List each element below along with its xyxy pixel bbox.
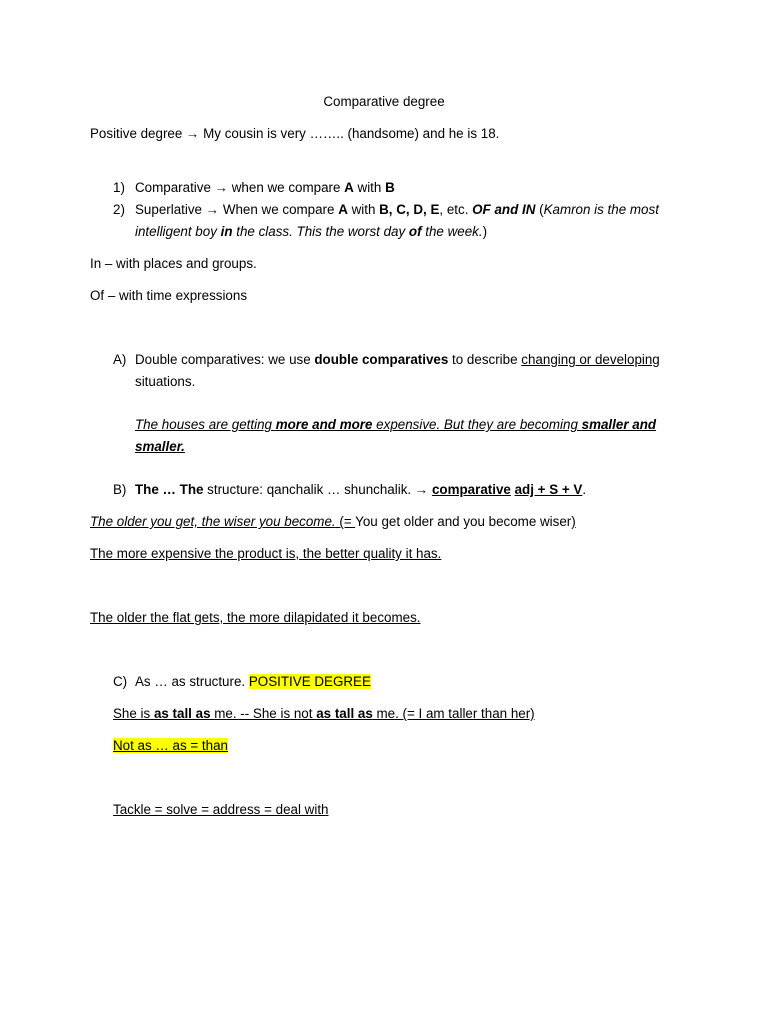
section-text: Double comparatives: we use — [135, 352, 315, 367]
item-text: ( — [535, 202, 544, 217]
highlighted-text: POSITIVE DEGREE — [248, 674, 371, 689]
section-letter: B) — [113, 482, 127, 497]
example-text: me. (= I am taller than her) — [372, 706, 535, 721]
example-text: (= — [335, 514, 356, 529]
in-rule-line: In – with places and groups. — [90, 256, 257, 271]
of-rule-line: Of – with time expressions — [90, 288, 248, 303]
example-text: expensive. But they are becoming — [372, 417, 582, 432]
item-bold: A — [338, 202, 348, 217]
example-older-flat: The older the flat gets, the more dilapidated it becomes. — [90, 610, 421, 625]
example-text: me. -- She is not — [210, 706, 317, 721]
arrow-icon: → — [414, 482, 429, 497]
item-bold: of — [408, 224, 422, 239]
item-text: When we compare — [219, 202, 339, 217]
example-bold: as tall as — [316, 706, 373, 721]
example-text: She is — [113, 706, 154, 721]
section-text: As … as structure. — [135, 674, 249, 689]
item-bold: B — [385, 180, 395, 195]
example-bold: smaller and — [581, 417, 657, 432]
section-a-example2: smaller. — [135, 439, 185, 454]
section-bold: adj + S + V — [514, 482, 583, 497]
section-bold: double comparatives — [314, 352, 449, 367]
positive-degree-line — [90, 125, 499, 143]
highlighted-text: Not as … as = than — [113, 738, 228, 753]
item-text: Comparative — [135, 180, 215, 195]
list-number: 2) — [113, 202, 125, 217]
item-bold: A — [344, 180, 354, 195]
list-item-superlative-cont — [135, 223, 487, 241]
item-bold: OF and IN — [472, 202, 536, 217]
arrow-icon: → — [186, 126, 200, 141]
item-text: , etc. — [439, 202, 473, 217]
item-text: ) — [482, 224, 488, 239]
example-text: You get older and you become wiser — [355, 514, 572, 529]
arrow-icon: → — [205, 202, 220, 217]
example-older-you-get — [90, 513, 576, 531]
section-text: structure: qanchalik … shunchalik. — [203, 482, 415, 497]
section-a-example1 — [135, 416, 656, 434]
section-a-line2: situations. — [135, 374, 196, 389]
example-as-tall-as — [113, 705, 535, 723]
section-letter: A) — [113, 352, 127, 367]
example-more-expensive: The more expensive the product is, the better quality it has. — [90, 546, 442, 561]
positive-text: My cousin is very …….. (handsome) and he is 18. — [199, 126, 500, 141]
section-bold: The … The — [135, 482, 204, 497]
list-item-comparative — [113, 179, 395, 197]
positive-label: Positive degree — [90, 126, 183, 141]
section-a-line1 — [113, 351, 660, 369]
example-text: The older you get, the wiser you become. — [90, 514, 336, 529]
item-text: when we compare — [228, 180, 345, 195]
not-as-as-line — [113, 737, 228, 755]
item-example: Kamron is the most — [543, 202, 659, 217]
section-text: . — [582, 482, 587, 497]
section-bold: comparative — [431, 482, 511, 497]
section-letter: C) — [113, 674, 128, 689]
item-example: the class. This the worst day — [232, 224, 409, 239]
item-text: Superlative — [135, 202, 206, 217]
list-item-superlative — [113, 201, 659, 219]
example-text: The houses are getting — [135, 417, 276, 432]
item-example: intelligent boy — [135, 224, 221, 239]
item-bold: B, C, D, E — [379, 202, 440, 217]
item-text: with — [353, 180, 386, 195]
item-example: the week. — [421, 224, 483, 239]
list-number: 1) — [113, 180, 125, 195]
arrow-icon: → — [214, 180, 229, 195]
example-text: ) — [571, 514, 576, 529]
tackle-line: Tackle = solve = address = deal with — [113, 802, 329, 817]
item-bold: in — [220, 224, 233, 239]
page-title: Comparative degree — [323, 94, 445, 109]
section-text: to describe — [448, 352, 522, 367]
example-bold: more and more — [275, 417, 373, 432]
section-c-line — [113, 673, 371, 691]
item-text: with — [347, 202, 380, 217]
section-b-line — [113, 481, 586, 499]
example-bold: as tall as — [153, 706, 211, 721]
section-underlined: changing or developing — [521, 352, 660, 367]
